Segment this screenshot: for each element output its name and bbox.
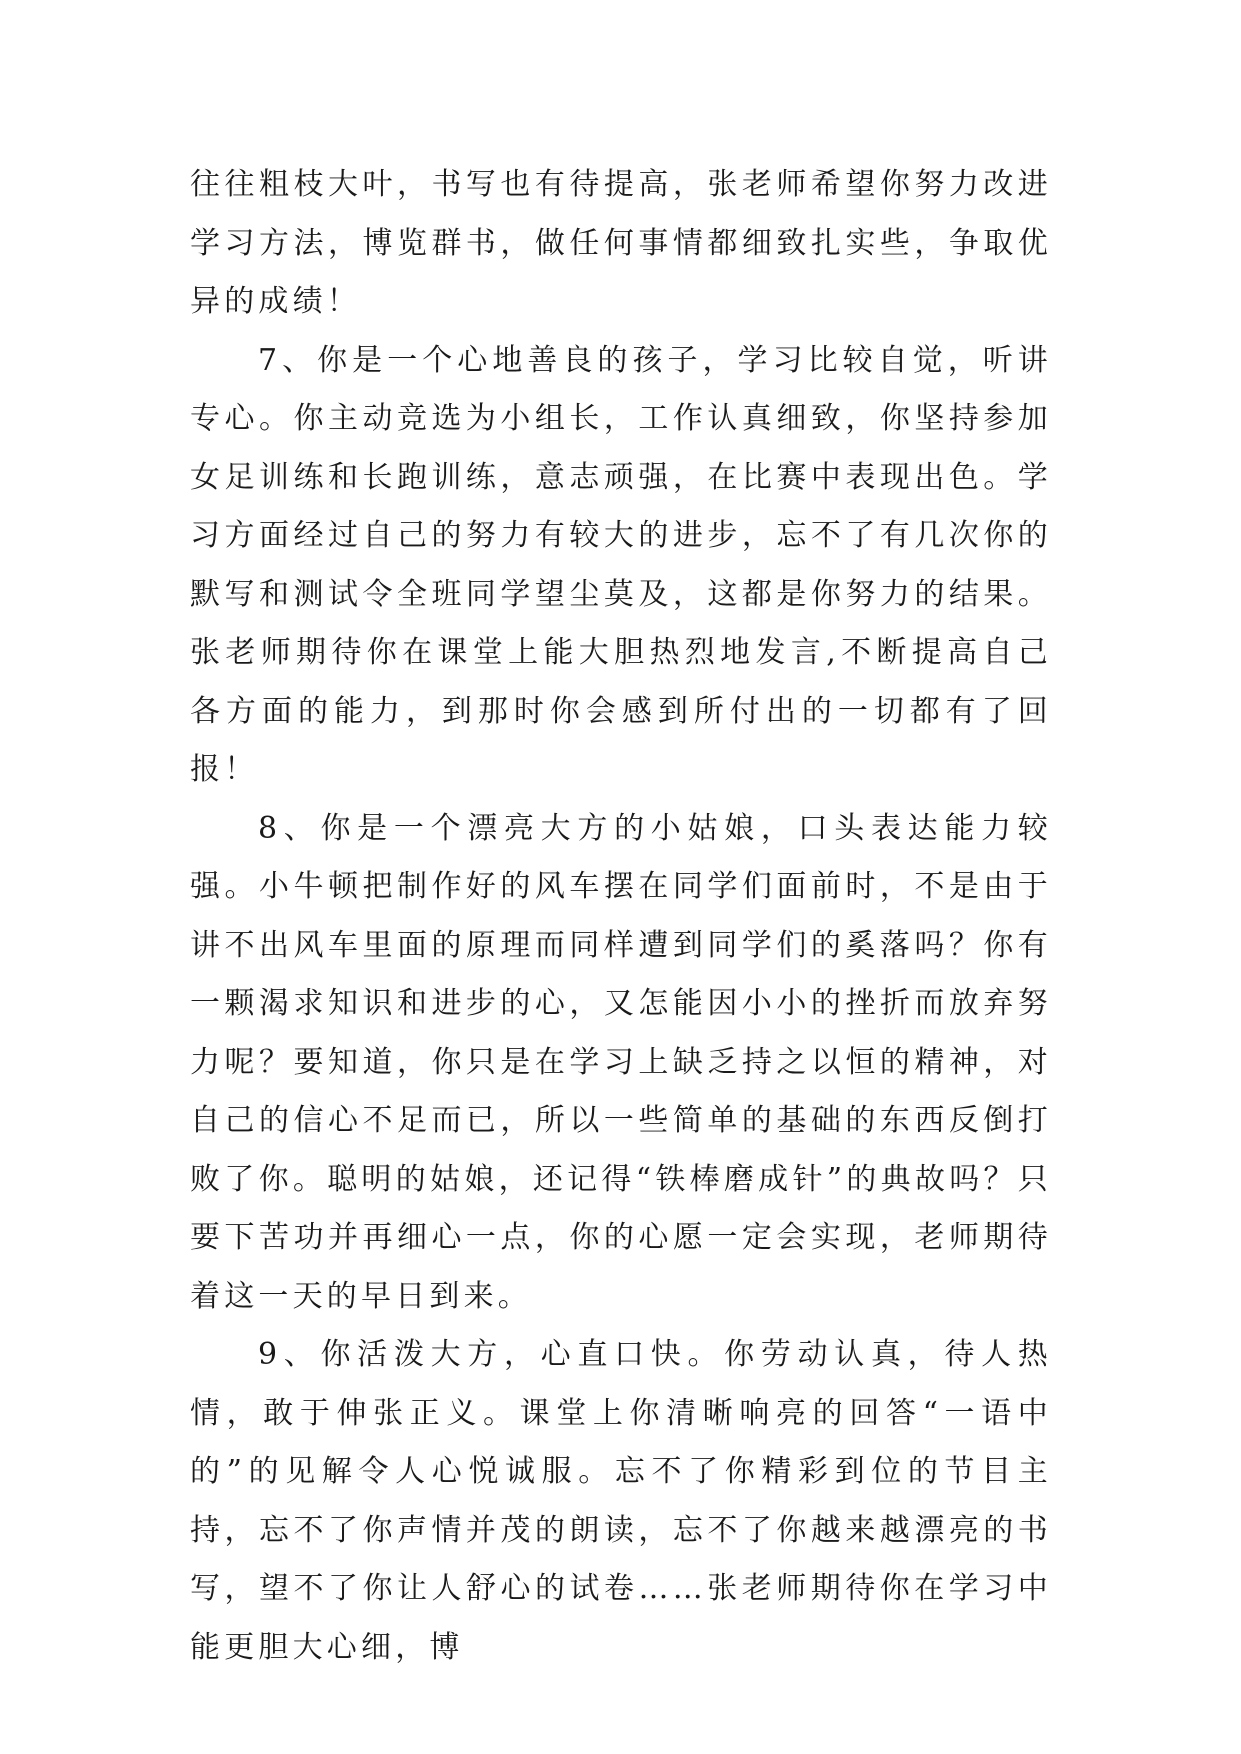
paragraph-comment-9: 9、你活泼大方，心直口快。你劳动认真，待人热情，敢于伸张正义。课堂上你清晰响亮的回答“一语中的”的见解令人心悦诚服。忘不了你精彩到位的节目主持，忘不了你声情并茂的朗读，忘不了你越来越漂亮的书写，望不了你让人舒心的试卷……张老师期待你在学习中能更胆大心细，博 — [190, 1337, 1052, 1665]
paragraph-comment-7: 7、你是一个心地善良的孩子，学习比较自觉，听讲专心。你主动竞选为小组长，工作认真细致，你坚持参加女足训练和长跑训练，意志顽强，在比赛中表现出色。学习方面经过自己的努力有较大的进步，忘不了有几次你的默写和测试令全班同学望尘莫及，这都是你努力的结果。张老师期待你在课堂上能大胆热烈地发言,不断提高自己各方面的能力，到那时你会感到所付出的一切都有了回报！ — [190, 342, 1052, 787]
paragraph-continuation: 往往粗枝大叶，书写也有待提高，张老师希望你努力改进学习方法，博览群书，做任何事情都细致扎实些，争取优异的成绩！ — [190, 167, 1052, 319]
paragraph-comment-8: 8、你是一个漂亮大方的小姑娘，口头表达能力较强。小牛顿把制作好的风车摆在同学们面前时，不是由于讲不出风车里面的原理而同样遭到同学们的奚落吗？你有一颗渴求知识和进步的心，又怎能因小小的挫折而放弃努力呢？要知道，你只是在学习上缺乏持之以恒的精神，对自己的信心不足而已，所以一些简单的基础的东西反倒打败了你。聪明的姑娘，还记得“铁棒磨成针”的典故吗？只要下苦功并再细心一点，你的心愿一定会实现，老师期待着这一天的早日到来。 — [190, 810, 1052, 1314]
document-body — [190, 156, 1052, 1677]
